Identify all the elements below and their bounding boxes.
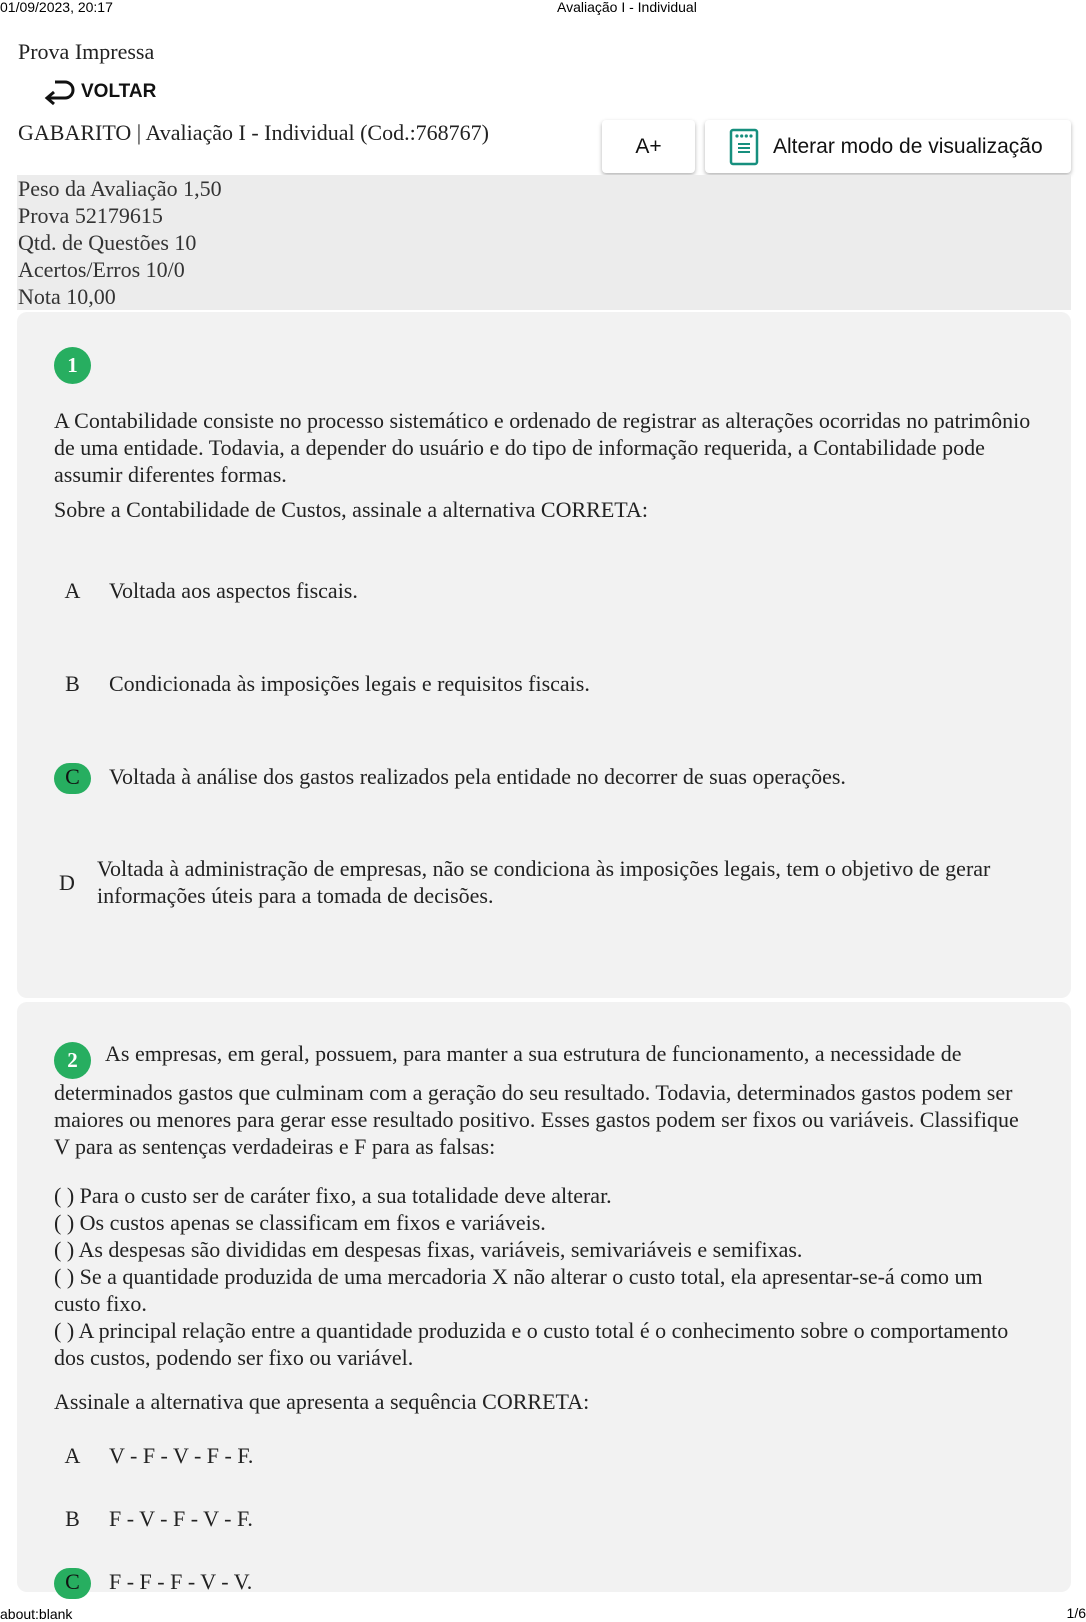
document-icon (729, 128, 759, 166)
exam-info-panel (17, 175, 1071, 310)
question-text: A Contabilidade consiste no processo sistemático e ordenado de registrar as alterações ocorridas no patrimônio de uma entidade. Todavia, a depender do usuário e do tipo de informação requerida, a Contabilidade pode assumir diferentes formas. (54, 408, 1031, 487)
question-text: As empresas, em geral, possuem, para manter a sua estrutura de funcionamento, a necessidade de determinados gastos que culminam com a geração do seu resultado. Todavia, determinados gastos podem ser maiores ou menores para gerar esse resultado positivo. Esses gastos podem ser fixos ou variáveis. Classifique V para as sentenças verdadeiras e F para as falsas: (54, 1041, 1019, 1159)
option-b (54, 1505, 1031, 1536)
return-arrow-icon (43, 78, 75, 106)
option-b (54, 670, 1031, 701)
option-d (54, 855, 1031, 909)
info-grade: Nota 10,00 (18, 284, 116, 309)
question-prompt: Assinale a alternativa que apresenta a sequência CORRETA: (54, 1389, 590, 1414)
question-card-2 (17, 1002, 1071, 1592)
statement: ( ) Para o custo ser de caráter fixo, a sua totalidade deve alterar. (54, 1183, 612, 1208)
back-button[interactable] (43, 78, 156, 106)
print-page-title: Avaliação I - Individual (557, 0, 697, 15)
question-prompt: Sobre a Contabilidade de Custos, assinale a alternativa CORRETA: (54, 497, 648, 522)
option-letter: D (59, 869, 75, 895)
statement-list (54, 1182, 1031, 1371)
info-exam-id: Prova 52179615 (18, 203, 163, 228)
correct-option-letter: C (54, 1568, 91, 1599)
statement: ( ) As despesas são divididas em despesas fixas, variáveis, semivariáveis e semifixas. (54, 1237, 803, 1262)
back-label: VOLTAR (81, 81, 157, 102)
question-number-badge: 2 (54, 1042, 91, 1079)
statement: ( ) A principal relação entre a quantidade produzida e o custo total é o conhecimento sobre o comportamento dos custos, podendo ser fixo ou variável. (54, 1318, 1009, 1370)
option-text: F - F - F - V - V. (109, 1569, 253, 1594)
change-view-mode-label: Alterar modo de visualização (773, 134, 1043, 158)
statement: ( ) Os custos apenas se classificam em fixos e variáveis. (54, 1210, 546, 1235)
option-text: Voltada à administração de empresas, não se condiciona às imposições legais, tem o objetivo de gerar informações úteis para a tomada de decisões. (97, 856, 991, 908)
option-letter: B (65, 1506, 80, 1531)
print-url: about:blank (0, 1606, 73, 1622)
option-text: Voltada aos aspectos fiscais. (109, 578, 358, 603)
print-datetime: 01/09/2023, 20:17 (0, 0, 113, 15)
info-question-count: Qtd. de Questões 10 (18, 230, 197, 255)
option-letter: B (65, 671, 80, 696)
option-letter: A (64, 1443, 81, 1468)
question-number-badge: 1 (54, 347, 91, 384)
option-c-correct (54, 763, 1031, 794)
print-page-count: 1/6 (1066, 1605, 1086, 1621)
option-letter: A (64, 578, 81, 603)
info-weight: Peso da Avaliação 1,50 (18, 176, 222, 201)
font-size-button[interactable]: A+ (602, 120, 695, 173)
option-a (54, 1442, 1031, 1473)
option-text: Condicionada às imposições legais e requisitos fiscais. (109, 671, 590, 696)
option-text: V - F - V - F - F. (109, 1443, 254, 1468)
change-view-mode-button[interactable] (705, 120, 1071, 173)
question-card-1 (17, 312, 1071, 998)
option-text: Voltada à análise dos gastos realizados pela entidade no decorrer de suas operações. (109, 764, 846, 789)
option-c-correct (54, 1568, 1031, 1599)
option-text: F - V - F - V - F. (109, 1506, 253, 1531)
exam-heading: GABARITO | Avaliação I - Individual (Cod.:768767) (18, 120, 490, 145)
statement: ( ) Se a quantidade produzida de uma mercadoria X não alterar o custo total, ela apresentar-se-á como um custo fixo. (54, 1264, 983, 1316)
page-title: Prova Impressa (18, 39, 155, 64)
correct-option-letter: C (54, 763, 91, 794)
option-a (54, 577, 1031, 608)
info-hits-errors: Acertos/Erros 10/0 (18, 257, 185, 282)
